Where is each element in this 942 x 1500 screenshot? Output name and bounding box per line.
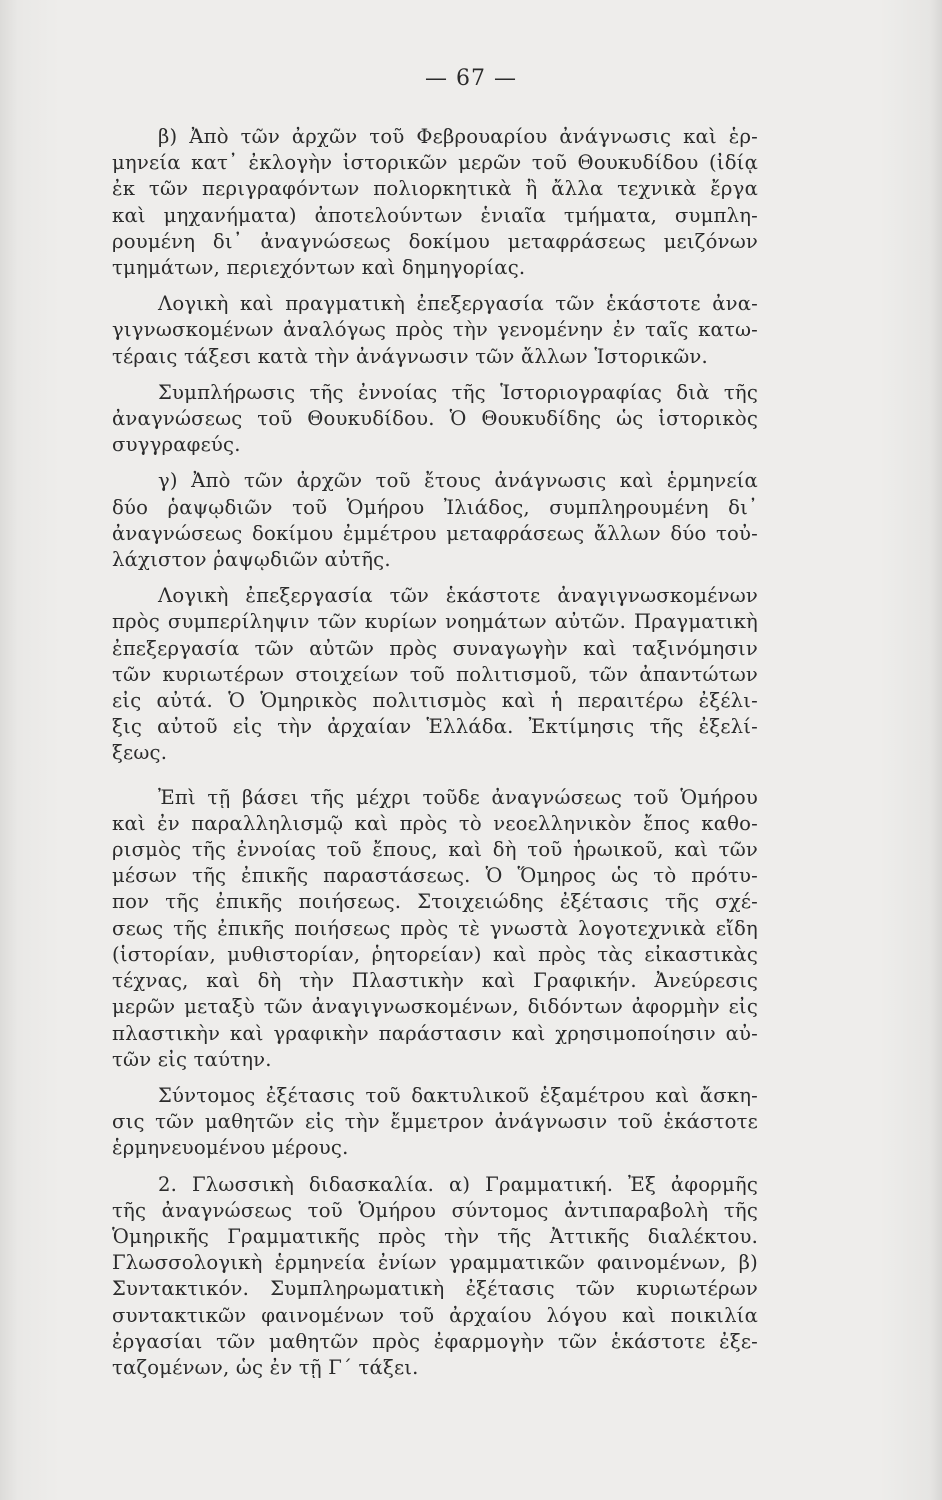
text-line: λάχιστον ῥαψῳδιῶν αὐτῆς.	[112, 548, 391, 572]
text-line: καὶ ἐν παραλληλισμῷ καὶ πρὸς τὸ νεοελληνικὸν ἔπος καθο-	[112, 811, 758, 835]
text-line: ρισμὸς τῆς ἐννοίας τοῦ ἔπους, καὶ δὴ τοῦ ἡρωικοῦ, καὶ τῶν	[112, 838, 758, 862]
text-line: ταζομένων, ὡς ἐν τῇ Γ´ τάξει.	[112, 1355, 419, 1379]
text-line: γ) Ἀπὸ τῶν ἀρχῶν τοῦ ἔτους ἀνάγνωσις καὶ ἑρμηνεία	[158, 469, 758, 493]
paragraph	[112, 291, 758, 370]
text-line: τῆς ἀναγνώσεως τοῦ Ὁμήρου σύντομος ἀντιπαραβολὴ τῆς	[112, 1198, 758, 1222]
text-line: σις τῶν μαθητῶν εἰς τὴν ἔμμετρον ἀνάγνωσιν τοῦ ἑκάστοτε	[112, 1110, 758, 1134]
text-line: τμημάτων, περιεχόντων καὶ δημηγορίας.	[112, 256, 526, 280]
text-line: β) Ἀπὸ τῶν ἀρχῶν τοῦ Φεβρουαρίου ἀνάγνωσις καὶ ἑρ-	[158, 125, 758, 148]
text-line: σεως τῆς ἐπικῆς ποιήσεως πρὸς τὲ γνωστὰ λογοτεχνικὰ εἴδη	[112, 916, 758, 940]
text-line: ἐκ τῶν περιγραφόντων πολιορκητικὰ ἢ ἄλλα τεχνικὰ ἔργα	[112, 177, 758, 201]
text-line: μέσων τῆς ἐπικῆς παραστάσεως. Ὁ Ὅμηρος ὡς τὸ πρότυ-	[112, 864, 758, 888]
text-line: τέχνας, καὶ δὴ τὴν Πλαστικὴν καὶ Γραφικήν. Ἀνεύρεσις	[112, 969, 758, 993]
text-line: εἰς αὐτά. Ὁ Ὁμηρικὸς πολιτισμὸς καὶ ἡ περαιτέρω ἐξέλι-	[112, 689, 758, 713]
text-line: (ἱστορίαν, μυθιστορίαν, ῥητορείαν) καὶ πρὸς τὰς εἰκαστικὰς	[112, 942, 758, 966]
text-line: συγγραφεύς.	[112, 433, 241, 457]
text-line: Συντακτικόν. Συμπληρωματικὴ ἐξέτασις τῶν κυριωτέρων	[112, 1277, 758, 1301]
text-line: πον τῆς ἐπικῆς ποιήσεως. Στοιχειώδης ἐξέτασις τῆς σχέ-	[112, 890, 758, 914]
text-line: Λογικὴ καὶ πραγματικὴ ἐπεξεργασία τῶν ἑκάστοτε ἀνα-	[158, 292, 758, 316]
paragraph-spacer	[112, 1162, 758, 1172]
paragraph	[112, 583, 758, 766]
text-line: ρουμένη δι᾽ ἀναγνώσεως δοκίμου μεταφράσεως μειζόνων	[112, 229, 758, 253]
text-line: μερῶν μεταξὺ τῶν ἀναγιγνωσκομένων, διδόντων ἀφορμὴν εἰς	[112, 995, 758, 1019]
text-line: ἀναγνώσεως τοῦ Θουκυδίδου. Ὁ Θουκυδίδης ὡς ἱστορικὸς	[112, 407, 758, 431]
text-line: ἑρμηνευομένου μέρους.	[112, 1136, 349, 1160]
text-line: τῶν κυριωτέρων στοιχείων τοῦ πολιτισμοῦ, τῶν ἀπαντώτων	[112, 662, 758, 686]
text-line: τέραις τάξεσι κατὰ τὴν ἀνάγνωσιν τῶν ἄλλων Ἱστορικῶν.	[112, 344, 708, 368]
paragraph-spacer	[112, 1073, 758, 1083]
text-line: τῶν εἰς ταύτην.	[112, 1047, 272, 1071]
body-text	[112, 124, 758, 1381]
text-line: γιγνωσκομένων ἀναλόγως πρὸς τὴν γενομένην ἐν ταῖς κατω-	[112, 318, 758, 342]
text-line: καὶ μηχανήματα) ἀποτελούντων ἑνιαῖα τμήματα, συμπλη-	[112, 203, 758, 227]
text-line: πρὸς συμπερίληψιν τῶν κυρίων νοημάτων αὐτῶν. Πραγματικὴ	[112, 610, 758, 634]
paragraph-spacer	[112, 458, 758, 468]
text-line: Ὁμηρικῆς Γραμματικῆς πρὸς τὴν τῆς Ἀττικῆς διαλέκτου.	[112, 1224, 758, 1248]
text-line: Γλωσσολογικὴ ἑρμηνεία ἐνίων γραμματικῶν φαινομένων, β)	[112, 1251, 758, 1275]
paragraph	[112, 1172, 758, 1382]
text-line: ξις αὐτοῦ εἰς τὴν ἀρχαίαν Ἑλλάδα. Ἐκτίμησις τῆς ἐξελί-	[112, 715, 758, 739]
paragraph-spacer	[112, 370, 758, 380]
paragraph-spacer	[112, 281, 758, 291]
text-line: συντακτικῶν φαινομένων τοῦ ἀρχαίου λόγου καὶ ποικιλία	[112, 1303, 758, 1327]
text-line: Σύντομος ἐξέτασις τοῦ δακτυλικοῦ ἑξαμέτρου καὶ ἄσκη-	[158, 1083, 758, 1107]
text-line: δύο ῥαψῳδιῶν τοῦ Ὁμήρου Ἰλιάδος, συμπληρουμένη δι᾽	[112, 495, 758, 519]
text-line: ξεως.	[112, 741, 168, 765]
paragraph-spacer	[112, 767, 758, 785]
paragraph	[112, 380, 758, 459]
paragraph	[112, 785, 758, 1073]
paragraph	[112, 468, 758, 573]
page-number: — 67 —	[425, 66, 517, 91]
text-line: 2. Γλωσσικὴ διδασκαλία. α) Γραμματική. Ἐξ ἀφορμῆς	[158, 1172, 758, 1196]
text-line: ἐπεξεργασία τῶν αὐτῶν πρὸς συναγωγὴν καὶ ταξινόμησιν	[112, 636, 758, 660]
text-line: Ἐπὶ τῇ βάσει τῆς μέχρι τοῦδε ἀναγνώσεως τοῦ Ὁμήρου	[158, 785, 758, 809]
paragraph	[112, 124, 758, 281]
text-line: ἀναγνώσεως δοκίμου ἐμμέτρου μεταφράσεως ἄλλων δύο τοὐ-	[112, 521, 758, 545]
text-line: Λογικὴ ἐπεξεργασία τῶν ἑκάστοτε ἀναγιγνωσκομένων	[158, 584, 758, 608]
text-line: μηνεία κατ᾽ ἐκλογὴν ἱστορικῶν μερῶν τοῦ Θουκυδίδου (ἰδίᾳ	[112, 151, 758, 175]
paragraph-spacer	[112, 573, 758, 583]
paragraph	[112, 1083, 758, 1162]
text-line: Συμπλήρωσις τῆς ἐννοίας τῆς Ἱστοριογραφίας διὰ τῆς	[158, 380, 758, 404]
text-line: πλαστικὴν καὶ γραφικὴν παράστασιν καὶ χρησιμοποίησιν αὐ-	[112, 1021, 758, 1045]
text-line: ἐργασίαι τῶν μαθητῶν πρὸς ἐφαρμογὴν τῶν ἑκάστοτε ἐξε-	[112, 1329, 758, 1353]
